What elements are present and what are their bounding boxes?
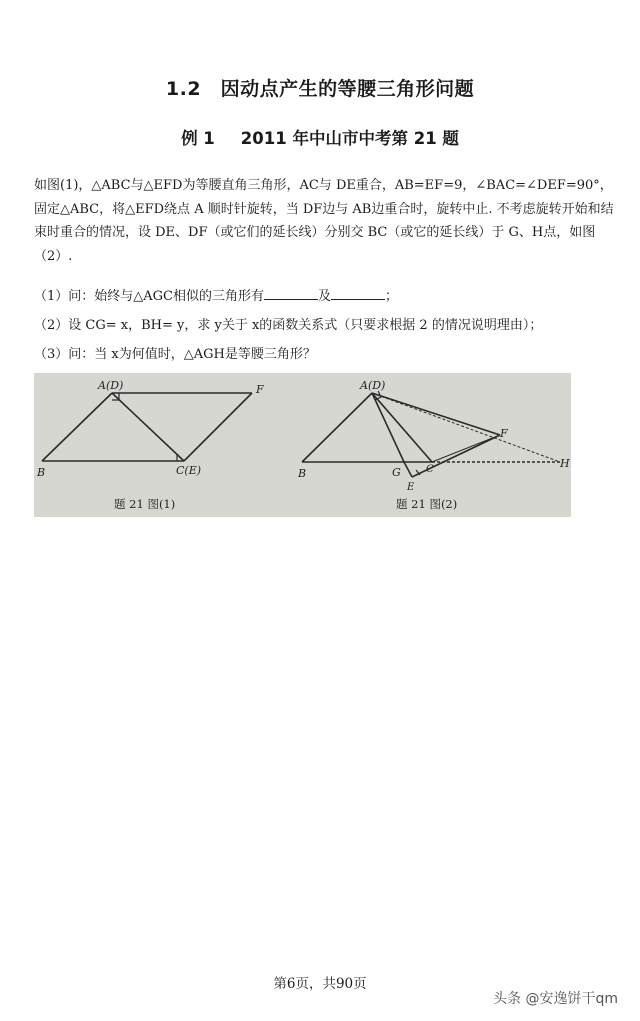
segment-ac	[112, 393, 184, 461]
answer-blank-1	[264, 285, 318, 300]
segment-ag	[372, 393, 404, 462]
watermark: 头条 @安逸饼干qm	[493, 991, 618, 1007]
page-footer: 第6页，共90页	[273, 976, 367, 992]
fig2-label-f: F	[500, 427, 508, 440]
fig2-caption: 题 21 图(2)	[396, 497, 458, 511]
example-source: 2011 年中山市中考第 21 题	[240, 129, 459, 148]
problem-statement: 如图(1)，△ABC与△EFD为等腰直角三角形，AC与 DE重合，AB=EF=9，∠BAC=∠DEF=90°，固定△ABC，将△EFD绕点 A 顺时针旋转，当 DF边与 AB边重合时，旋转中止. 不考虑旋转开始和结束时重合的情况，设 DE、DF（或它们的延长线）分别交 BC（或它的延长线）于 G、H点，如图（2）.	[34, 178, 614, 264]
section-title: 1.2 因动点产生的等腰三角形问题	[165, 78, 475, 100]
figure-1	[42, 393, 252, 461]
example-label: 例 1	[181, 129, 215, 148]
fig2-label-b: B	[298, 467, 307, 480]
figure-panel	[34, 373, 571, 517]
fig1-label-b: B	[37, 466, 46, 479]
fig1-label-f: F	[256, 383, 264, 396]
question-2: （2）设 CG= x，BH= y，求 y关于 x的函数关系式（只要求根据 2 的情况说明理由）；	[34, 318, 543, 333]
fig1-label-a: A(D)	[98, 379, 124, 392]
fig1-label-c: C(E)	[176, 464, 202, 477]
example-title	[0, 125, 640, 149]
question-1	[34, 285, 614, 309]
fig2-label-e: E	[407, 482, 415, 493]
question-3: （3）问：当 x为何值时，△AGH是等腰三角形？	[34, 347, 316, 362]
fig2-label-h: H	[560, 457, 570, 470]
segment-ab-2	[302, 393, 372, 462]
fig2-label-c: C	[426, 464, 434, 475]
answer-blank-2	[331, 285, 385, 300]
segment-cf	[432, 435, 500, 462]
segment-fe	[184, 393, 252, 461]
fig2-label-g: G	[392, 466, 401, 479]
question-1-mid: 及	[318, 289, 332, 304]
question-1-text: （1）问：始终与△AGC相似的三角形有	[34, 289, 264, 304]
segment-ab	[42, 393, 112, 461]
fig1-caption: 题 21 图(1)	[114, 497, 176, 511]
geometry-figures	[34, 373, 571, 517]
segment-ge	[404, 462, 412, 477]
fig2-label-a: A(D)	[360, 379, 386, 392]
question-1-end: ；	[385, 289, 399, 304]
